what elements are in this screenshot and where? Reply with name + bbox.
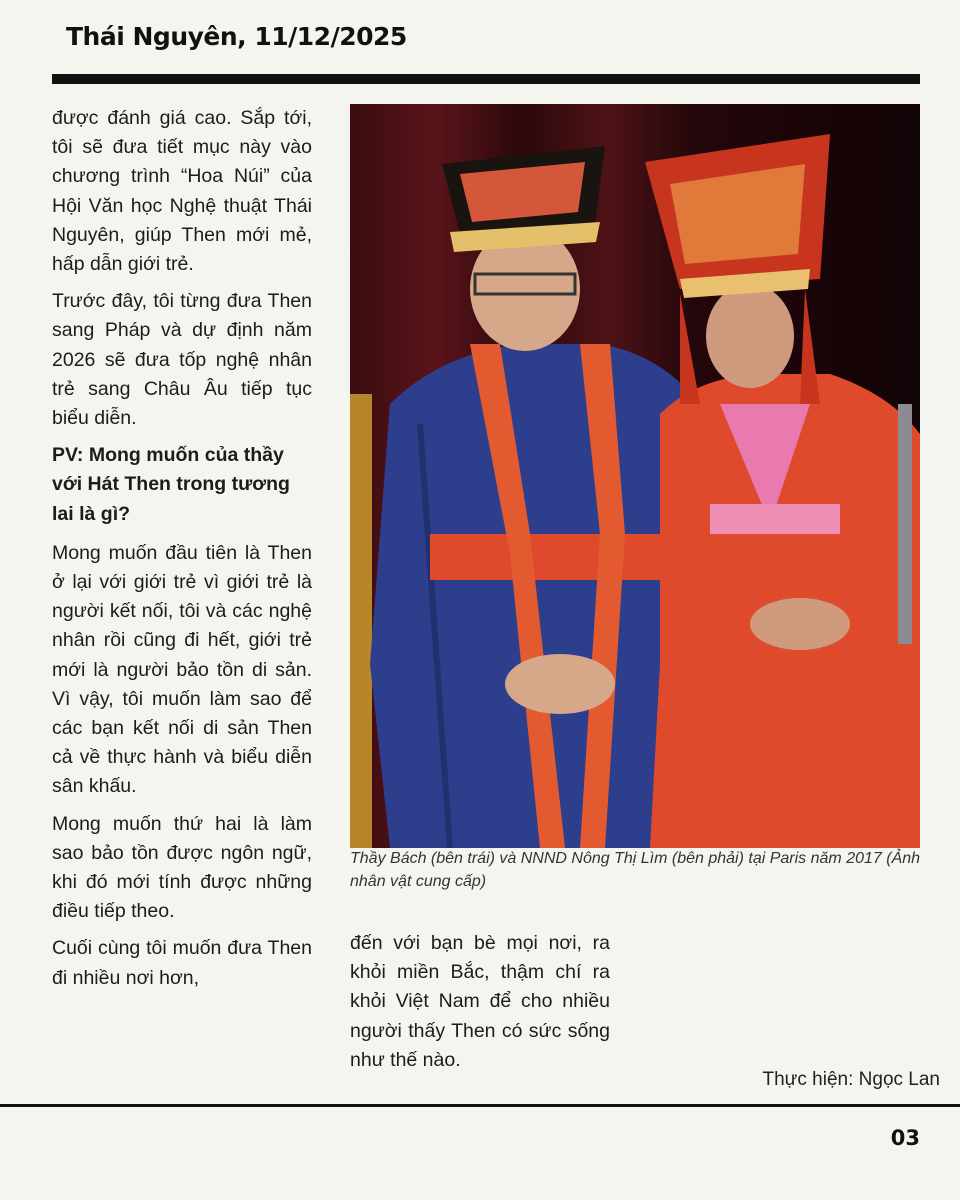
author-credit: Thực hiện: Ngọc Lan	[762, 1069, 940, 1090]
paragraph: Cuối cùng tôi muốn đưa Then đi nhiều nơi hơn,	[52, 937, 312, 989]
paragraph: Mong muốn đầu tiên là Then ở lại với giới trẻ vì giới trẻ là người kết nối, tôi và các nghệ nhân rồi cũng đi hết, giới trẻ mới là người bảo tồn di sản. Vì vậy, tôi muốn làm sao để các bạn kết nối di sản Then cả về thực hành và biểu diễn sân khấu.	[52, 541, 312, 798]
interview-question: PV: Mong muốn của thầy với Hát Then trong tương lai là gì?	[52, 444, 290, 525]
paragraph: đến với bạn bè mọi nơi, ra khỏi miền Bắc, thậm chí ra khỏi Việt Nam để cho nhiều người thấy Then có sức sống như thế nào.	[350, 932, 610, 1071]
photo-caption: Thầy Bách (bên trái) và NNND Nông Thị Lìm (bên phải) tại Paris năm 2017 (Ảnh nhân vật cung cấp)	[350, 850, 921, 890]
text-column-left	[52, 104, 312, 1001]
page-header-title: Thái Nguyên, 11/12/2025	[66, 22, 407, 51]
paragraph: Trước đây, tôi từng đưa Then sang Pháp và dự định năm 2026 sẽ đưa tốp nghệ nhân trẻ sang Châu Âu tiếp tục biểu diễn.	[52, 290, 312, 430]
paragraph: Mong muốn thứ hai là làm sao bảo tồn được ngôn ngữ, khi đó mới tính được những điều tiếp theo.	[52, 812, 312, 923]
article-photo	[350, 104, 920, 848]
photo-illustration	[350, 104, 920, 848]
page-number: 03	[890, 1126, 920, 1150]
text-column-right	[350, 929, 610, 1083]
footer-rule	[0, 1104, 960, 1107]
paragraph: được đánh giá cao. Sắp tới, tôi sẽ đưa tiết mục này vào chương trình “Hoa Núi” của Hội Văn học Nghệ thuật Thái Nguyên, giúp Then mới mẻ, hấp dẫn giới trẻ.	[52, 107, 312, 276]
header-rule	[52, 74, 920, 84]
